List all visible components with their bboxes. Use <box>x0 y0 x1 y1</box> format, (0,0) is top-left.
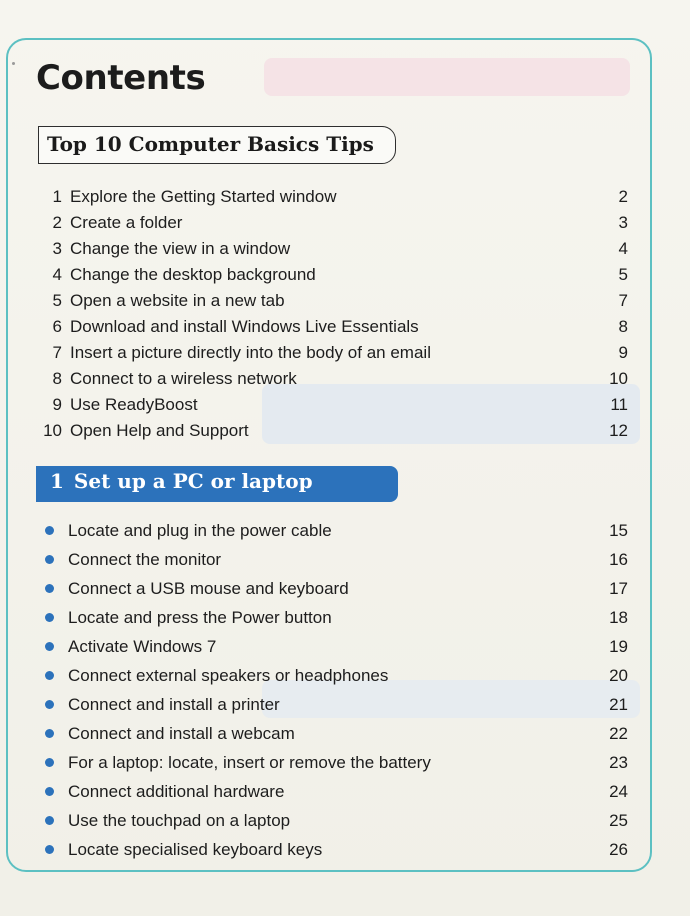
item-title: Change the view in a window <box>70 239 291 258</box>
bullet-dot-icon <box>45 787 54 796</box>
item-title: Insert a picture directly into the body of an email <box>70 343 431 362</box>
item-number: 3 <box>52 239 62 258</box>
item-title: Explore the Getting Started window <box>70 187 337 206</box>
item-title: Use the touchpad on a laptop <box>68 811 291 830</box>
item-title: Create a folder <box>70 213 183 232</box>
item-title: Connect external speakers or headphones <box>68 666 389 685</box>
page-number: 19 <box>609 637 628 656</box>
item-title: Locate and press the Power button <box>68 608 332 627</box>
page-number: 21 <box>609 695 628 714</box>
item-number: 8 <box>52 369 62 388</box>
page-number: 7 <box>618 291 628 310</box>
item-title: Connect a USB mouse and keyboard <box>68 579 349 598</box>
page-number: 17 <box>609 579 628 598</box>
item-title: Locate specialised keyboard keys <box>68 840 323 859</box>
list-item[interactable] <box>38 835 628 864</box>
list-item[interactable] <box>38 632 628 661</box>
item-title: Connect and install a printer <box>68 695 280 714</box>
list-item[interactable] <box>38 574 628 603</box>
item-title: Open Help and Support <box>70 421 249 440</box>
list-item[interactable] <box>38 516 628 545</box>
list-item[interactable] <box>38 366 628 392</box>
page-number: 24 <box>609 782 628 801</box>
page-number: 10 <box>609 369 628 388</box>
item-number: 10 <box>43 421 62 440</box>
list-item[interactable] <box>38 719 628 748</box>
bullet-dot-icon <box>45 816 54 825</box>
list-item[interactable] <box>38 806 628 835</box>
list-item[interactable] <box>38 545 628 574</box>
setup-list <box>38 516 628 864</box>
bullet-dot-icon <box>45 671 54 680</box>
section-number: 1 <box>50 469 64 493</box>
item-title: Connect the monitor <box>68 550 222 569</box>
bullet-dot-icon <box>45 729 54 738</box>
bullet-dot-icon <box>45 584 54 593</box>
page-number: 16 <box>609 550 628 569</box>
item-number: 1 <box>52 187 62 206</box>
item-number: 2 <box>52 213 62 232</box>
list-item[interactable] <box>38 392 628 418</box>
page-number: 2 <box>618 187 628 206</box>
tips-section-heading: Top 10 Computer Basics Tips <box>38 126 396 164</box>
tips-list <box>38 184 628 444</box>
list-item[interactable] <box>38 262 628 288</box>
page-number: 5 <box>618 265 628 284</box>
list-item[interactable] <box>38 288 628 314</box>
page-number: 25 <box>609 811 628 830</box>
page-number: 11 <box>610 395 628 414</box>
list-item[interactable] <box>38 236 628 262</box>
page-number: 18 <box>609 608 628 627</box>
bullet-dot-icon <box>45 758 54 767</box>
bullet-dot-icon <box>45 613 54 622</box>
page-number: 20 <box>609 666 628 685</box>
section-heading-setup <box>36 466 398 502</box>
bullet-dot-icon <box>45 642 54 651</box>
list-item[interactable] <box>38 777 628 806</box>
list-item[interactable] <box>38 603 628 632</box>
item-title: Connect additional hardware <box>68 782 285 801</box>
list-item[interactable] <box>38 314 628 340</box>
page-number: 26 <box>609 840 628 859</box>
item-title: Connect to a wireless network <box>70 369 297 388</box>
page-number: 22 <box>609 724 628 743</box>
item-title: Download and install Windows Live Essentials <box>70 317 419 336</box>
item-title: Change the desktop background <box>70 265 316 284</box>
item-title: Activate Windows 7 <box>68 637 217 656</box>
item-number: 4 <box>52 265 62 284</box>
section-title: Set up a PC or laptop <box>73 469 313 493</box>
item-title: Connect and install a webcam <box>68 724 295 743</box>
page-number: 15 <box>609 521 628 540</box>
item-number: 6 <box>52 317 62 336</box>
page-number: 23 <box>609 753 628 772</box>
bullet-dot-icon <box>45 526 54 535</box>
page-number: 8 <box>618 317 628 336</box>
list-item[interactable] <box>38 748 628 777</box>
list-item[interactable] <box>38 184 628 210</box>
item-number: 5 <box>52 291 62 310</box>
item-title: For a laptop: locate, insert or remove the battery <box>68 753 431 772</box>
page-number: 12 <box>609 421 628 440</box>
item-number: 9 <box>52 395 62 414</box>
bullet-dot-icon <box>45 555 54 564</box>
list-item[interactable] <box>38 340 628 366</box>
list-item[interactable] <box>38 418 628 444</box>
bullet-dot-icon <box>45 845 54 854</box>
bullet-dot-icon <box>45 700 54 709</box>
item-title: Use ReadyBoost <box>70 395 198 414</box>
list-item[interactable] <box>38 210 628 236</box>
item-title: Open a website in a new tab <box>70 291 285 310</box>
list-item[interactable] <box>38 690 628 719</box>
item-number: 7 <box>52 343 62 362</box>
item-title: Locate and plug in the power cable <box>68 521 332 540</box>
page-number: 9 <box>618 343 628 362</box>
page-title: Contents <box>36 58 206 98</box>
page-number: 4 <box>618 239 628 258</box>
page-number: 3 <box>618 213 628 232</box>
list-item[interactable] <box>38 661 628 690</box>
